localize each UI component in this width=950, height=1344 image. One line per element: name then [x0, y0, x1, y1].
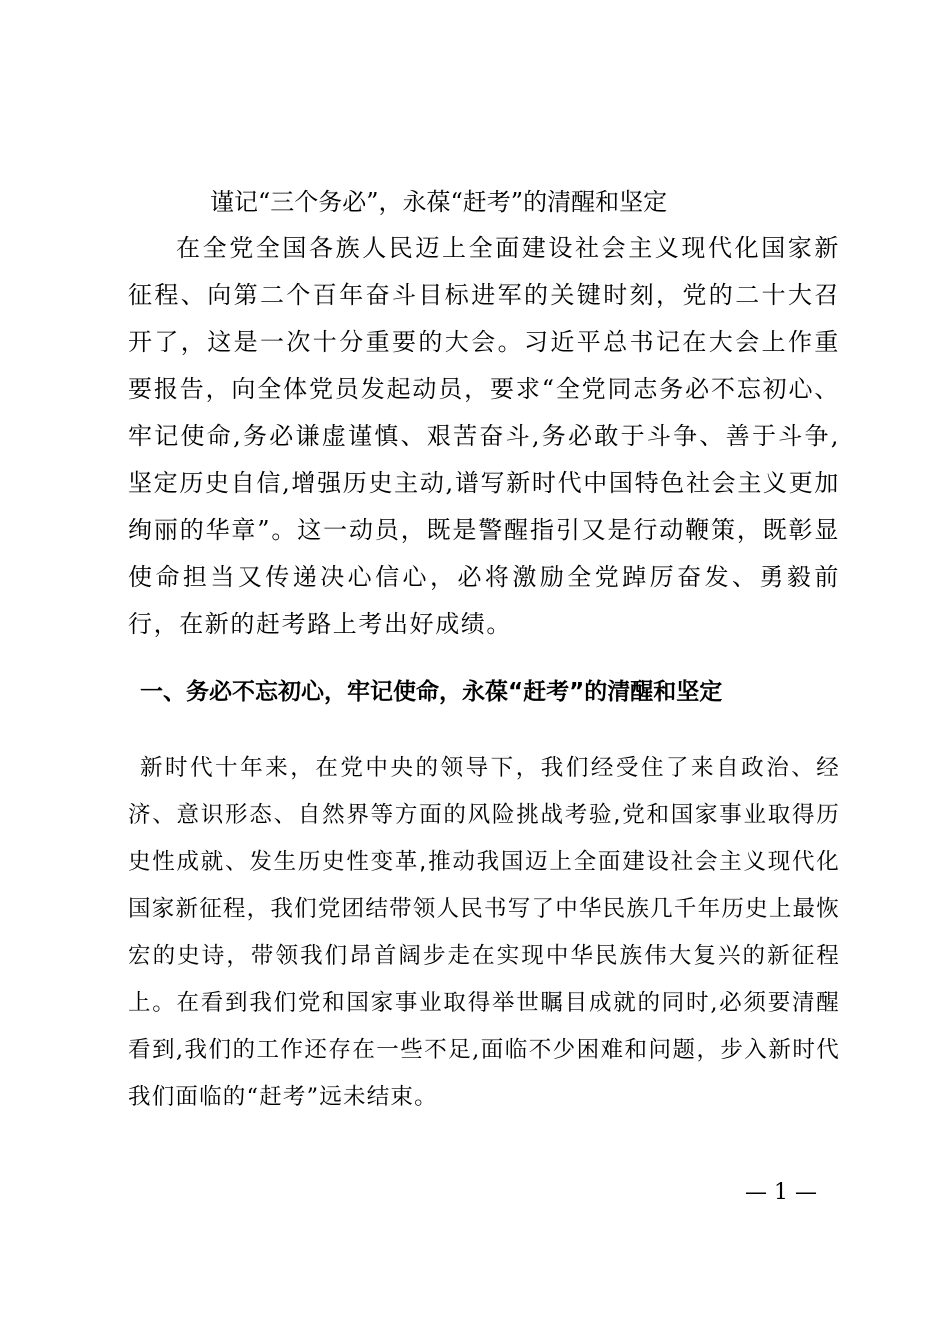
document-title: 谨记“三个务必”，永葆“赶考”的清醒和坚定 — [210, 188, 668, 216]
paragraph-intro: 在全党全国各族人民迈上全面建设社会主义现代化国家新征程、向第二个百年奋斗目标进军的关键时刻，党的二十大召开了，这是一次十分重要的大会。习近平总书记在大会上作重要报告，向全体党员发起动员，要求“全党同志务必不忘初心、牢记使命,务必谦虚谨慎、艰苦奋斗,务必敢于斗争、善于斗争,坚定历史自信,增强历史主动,谱写新时代中国特色社会主义更加绚丽的华章”。这一动员，既是警醒指引又是行动鞭策，既彰显使命担当又传递决心信心，必将激励全党踔厉奋发、勇毅前行，在新的赶考路上考出好成绩。 — [128, 234, 840, 638]
paragraph-section-1-part2: 在看到我们党和国家事业取得举世瞩目成就的同时,必须要清醒看到,我们的工作还存在一些不足,面临不少困难和问题，步入新时代我们面临的“赶考”远未结束。 — [128, 990, 840, 1110]
page-number: — 1 — — [745, 1180, 817, 1205]
paragraph-section-1-part1: 新时代十年来，在党中央的领导下，我们经受住了来自政治、经济、意识形态、自然界等方面的风险挑战考验,党和国家事业取得历史性成就、发生历史性变革,推动我国迈上全面建设社会主义现代化国家新征程，我们党团结带领人民书写了中华民族几千年历史上最恢宏的史诗，带领我们昂首阔步走在实现中华民族伟大复兴的新征程上。 — [128, 755, 840, 1016]
paragraph-section-1 — [128, 745, 840, 1121]
section-heading-1: 一、务必不忘初心，牢记使命，永葆“赶考”的清醒和坚定 — [140, 679, 723, 705]
